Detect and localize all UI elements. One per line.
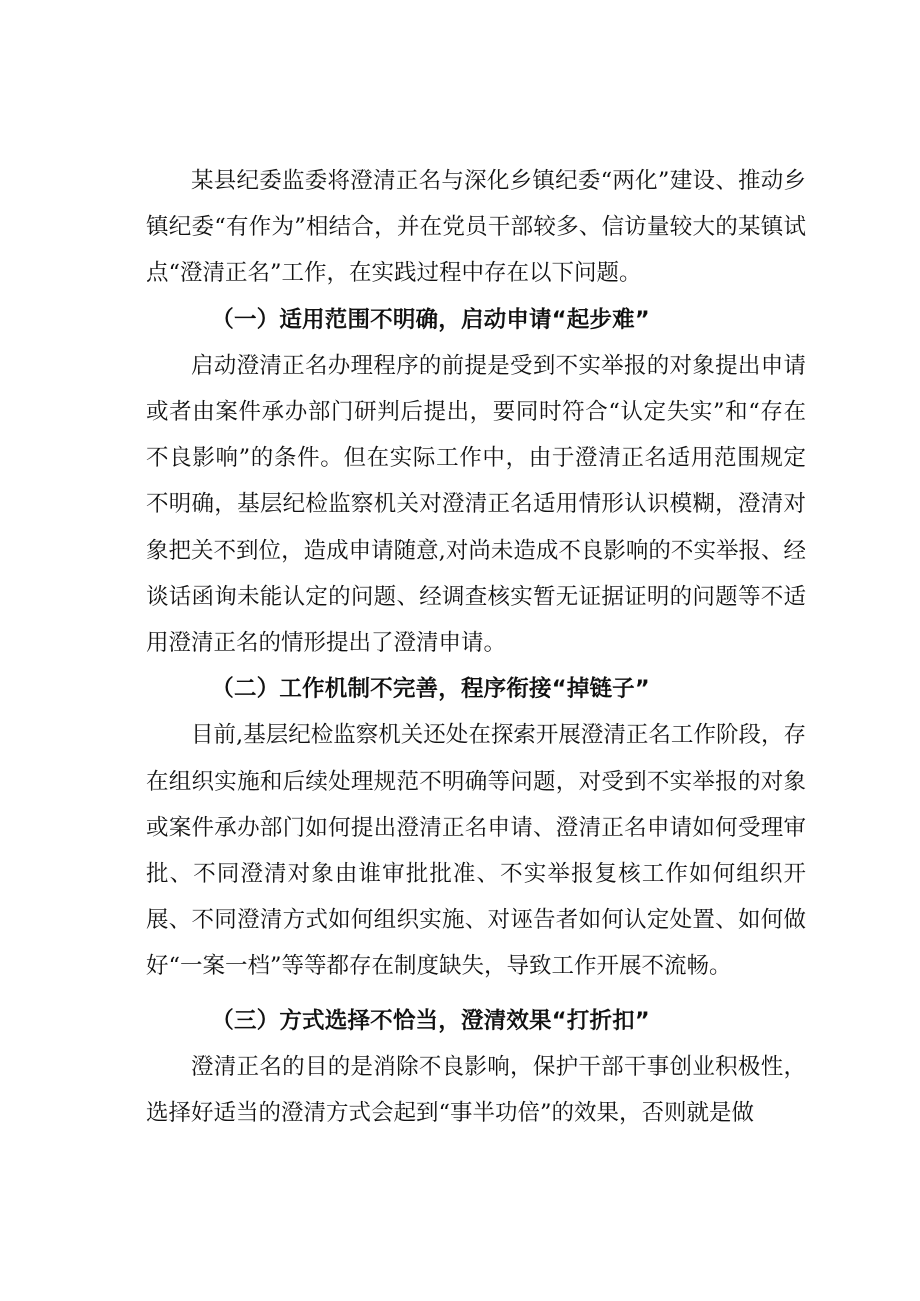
section-body-2: 目前,基层纪检监察机关还处在探索开展澄清正名工作阶段，存在组织实施和后续处理规范不明确等问题，对受到不实举报的对象或案件承办部门如何提出澄清正名申请、澄清正名申请如何受理审批、不同澄清对象由谁审批批准、不实举报复核工作如何组织开展、不同澄清方式如何组织实施、对诬告者如何认定处置、如何做好“一案一档”等等都存在制度缺失，导致工作开展不流畅。 — [146, 722, 806, 980]
document-body — [146, 158, 806, 1136]
intro-paragraph: 某县纪委监委将澄清正名与深化乡镇纪委“两化”建设、推动乡镇纪委“有作为”相结合，并在党员干部较多、信访量较大的某镇试点“澄清正名”工作，在实践过程中存在以下问题。 — [146, 168, 806, 287]
section-heading-1: （一）适用范围不明确，启动申请“起步难” — [211, 306, 650, 333]
section-heading-2: （二）工作机制不完善，程序衔接“掉链子” — [211, 676, 650, 703]
section-body-1: 启动澄清正名办理程序的前提是受到不实举报的对象提出申请或者由案件承办部门研判后提出，要同时符合“认定失实”和“存在不良影响”的条件。但在实际工作中，由于澄清正名适用范围规定不明确，基层纪检监察机关对澄清正名适用情形认识模糊，澄清对象把关不到位，造成申请随意,对尚未造成不良影响的不实举报、经谈话函询未能认定的问题、经调查核实暂无证据证明的问题等不适用澄清正名的情形提出了澄清申请。 — [146, 352, 806, 657]
section-body-3: 澄清正名的目的是消除不良影响，保护干部干事创业积极性，选择好适当的澄清方式会起到“事半功倍”的效果，否则就是做 — [146, 1053, 806, 1127]
section-heading-3: （三）方式选择不恰当，澄清效果“打折扣” — [211, 1007, 650, 1034]
